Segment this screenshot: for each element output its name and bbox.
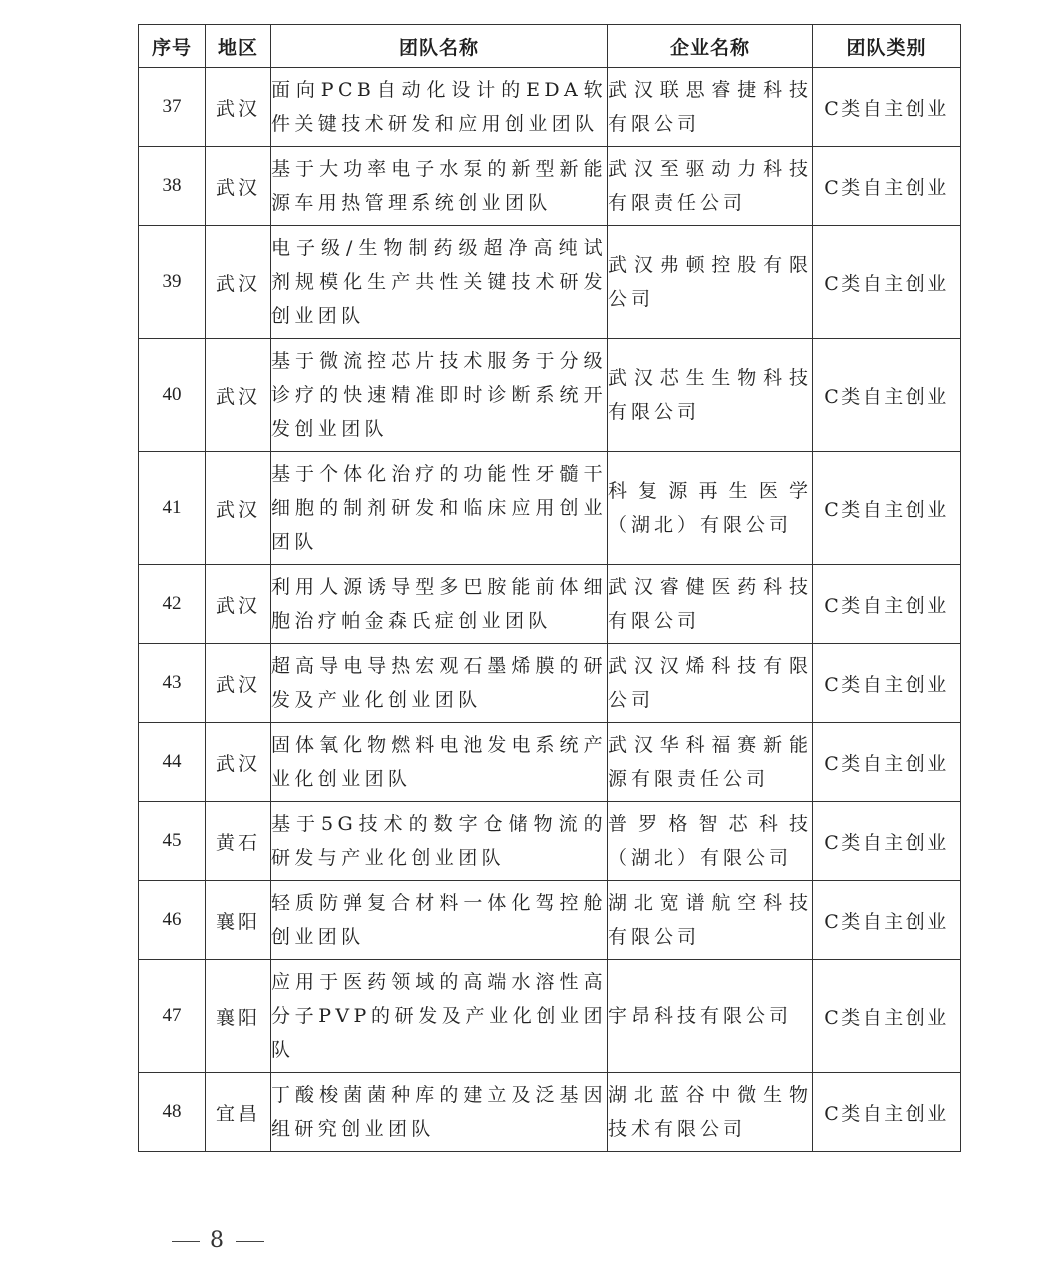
cell-no: 44 xyxy=(139,723,206,802)
cell-no: 41 xyxy=(139,452,206,565)
table-row xyxy=(139,565,961,644)
table-row xyxy=(139,802,961,881)
table-row xyxy=(139,68,961,147)
team-roster-table xyxy=(138,24,961,1152)
cell-team: 基于个体化治疗的功能性牙髓干细胞的制剂研发和临床应用创业团队 xyxy=(271,452,608,565)
cell-company: 湖北蓝谷中微生物技术有限公司 xyxy=(608,1073,813,1152)
header-type: 团队类别 xyxy=(813,25,961,68)
table-row xyxy=(139,147,961,226)
cell-type: C类自主创业 xyxy=(813,147,961,226)
header-company: 企业名称 xyxy=(608,25,813,68)
table-row xyxy=(139,1073,961,1152)
table-row xyxy=(139,644,961,723)
cell-region: 武汉 xyxy=(206,644,271,723)
cell-team: 轻质防弹复合材料一体化驾控舱创业团队 xyxy=(271,881,608,960)
cell-company: 湖北宽谱航空科技有限公司 xyxy=(608,881,813,960)
cell-type: C类自主创业 xyxy=(813,1073,961,1152)
cell-type: C类自主创业 xyxy=(813,452,961,565)
cell-type: C类自主创业 xyxy=(813,226,961,339)
cell-type: C类自主创业 xyxy=(813,339,961,452)
cell-company: 武汉联思睿捷科技有限公司 xyxy=(608,68,813,147)
cell-company: 武汉弗顿控股有限公司 xyxy=(608,226,813,339)
cell-region: 黄石 xyxy=(206,802,271,881)
cell-region: 武汉 xyxy=(206,226,271,339)
cell-team: 利用人源诱导型多巴胺能前体细胞治疗帕金森氏症创业团队 xyxy=(271,565,608,644)
cell-region: 宜昌 xyxy=(206,1073,271,1152)
table-row xyxy=(139,960,961,1073)
cell-type: C类自主创业 xyxy=(813,565,961,644)
table-header-row xyxy=(139,25,961,68)
cell-team: 超高导电导热宏观石墨烯膜的研发及产业化创业团队 xyxy=(271,644,608,723)
cell-region: 武汉 xyxy=(206,147,271,226)
cell-team: 基于微流控芯片技术服务于分级诊疗的快速精准即时诊断系统开发创业团队 xyxy=(271,339,608,452)
cell-region: 襄阳 xyxy=(206,881,271,960)
cell-region: 武汉 xyxy=(206,452,271,565)
cell-region: 武汉 xyxy=(206,339,271,452)
cell-region: 武汉 xyxy=(206,723,271,802)
cell-type: C类自主创业 xyxy=(813,644,961,723)
cell-region: 武汉 xyxy=(206,565,271,644)
table-row xyxy=(139,452,961,565)
cell-type: C类自主创业 xyxy=(813,802,961,881)
page-footer xyxy=(162,1228,274,1253)
cell-team: 应用于医药领域的高端水溶性高分子PVP的研发及产业化创业团队 xyxy=(271,960,608,1073)
cell-company: 武汉芯生生物科技有限公司 xyxy=(608,339,813,452)
cell-no: 46 xyxy=(139,881,206,960)
cell-company: 武汉至驱动力科技有限责任公司 xyxy=(608,147,813,226)
cell-company: 普罗格智芯科技（湖北）有限公司 xyxy=(608,802,813,881)
cell-type: C类自主创业 xyxy=(813,960,961,1073)
cell-no: 38 xyxy=(139,147,206,226)
cell-region: 武汉 xyxy=(206,68,271,147)
cell-company: 武汉汉烯科技有限公司 xyxy=(608,644,813,723)
footer-dash-right xyxy=(236,1241,264,1242)
header-team: 团队名称 xyxy=(271,25,608,68)
footer-dash-left xyxy=(172,1241,200,1242)
cell-no: 42 xyxy=(139,565,206,644)
cell-team: 面向PCB自动化设计的EDA软件关键技术研发和应用创业团队 xyxy=(271,68,608,147)
cell-type: C类自主创业 xyxy=(813,68,961,147)
table-row xyxy=(139,881,961,960)
cell-company: 宇昂科技有限公司 xyxy=(608,960,813,1073)
cell-no: 43 xyxy=(139,644,206,723)
cell-no: 40 xyxy=(139,339,206,452)
cell-region: 襄阳 xyxy=(206,960,271,1073)
cell-company: 武汉华科福赛新能源有限责任公司 xyxy=(608,723,813,802)
cell-company: 武汉睿健医药科技有限公司 xyxy=(608,565,813,644)
cell-team: 基于大功率电子水泵的新型新能源车用热管理系统创业团队 xyxy=(271,147,608,226)
table-row xyxy=(139,226,961,339)
cell-type: C类自主创业 xyxy=(813,881,961,960)
cell-company: 科复源再生医学（湖北）有限公司 xyxy=(608,452,813,565)
table-row xyxy=(139,339,961,452)
cell-no: 47 xyxy=(139,960,206,1073)
cell-no: 37 xyxy=(139,68,206,147)
header-region: 地区 xyxy=(206,25,271,68)
cell-type: C类自主创业 xyxy=(813,723,961,802)
cell-no: 39 xyxy=(139,226,206,339)
cell-team: 基于5G技术的数字仓储物流的研发与产业化创业团队 xyxy=(271,802,608,881)
header-no: 序号 xyxy=(139,25,206,68)
table-row xyxy=(139,723,961,802)
cell-team: 固体氧化物燃料电池发电系统产业化创业团队 xyxy=(271,723,608,802)
cell-no: 48 xyxy=(139,1073,206,1152)
page-number: 8 xyxy=(210,1228,226,1253)
cell-team: 电子级/生物制药级超净高纯试剂规模化生产共性关键技术研发创业团队 xyxy=(271,226,608,339)
cell-team: 丁酸梭菌菌种库的建立及泛基因组研究创业团队 xyxy=(271,1073,608,1152)
cell-no: 45 xyxy=(139,802,206,881)
